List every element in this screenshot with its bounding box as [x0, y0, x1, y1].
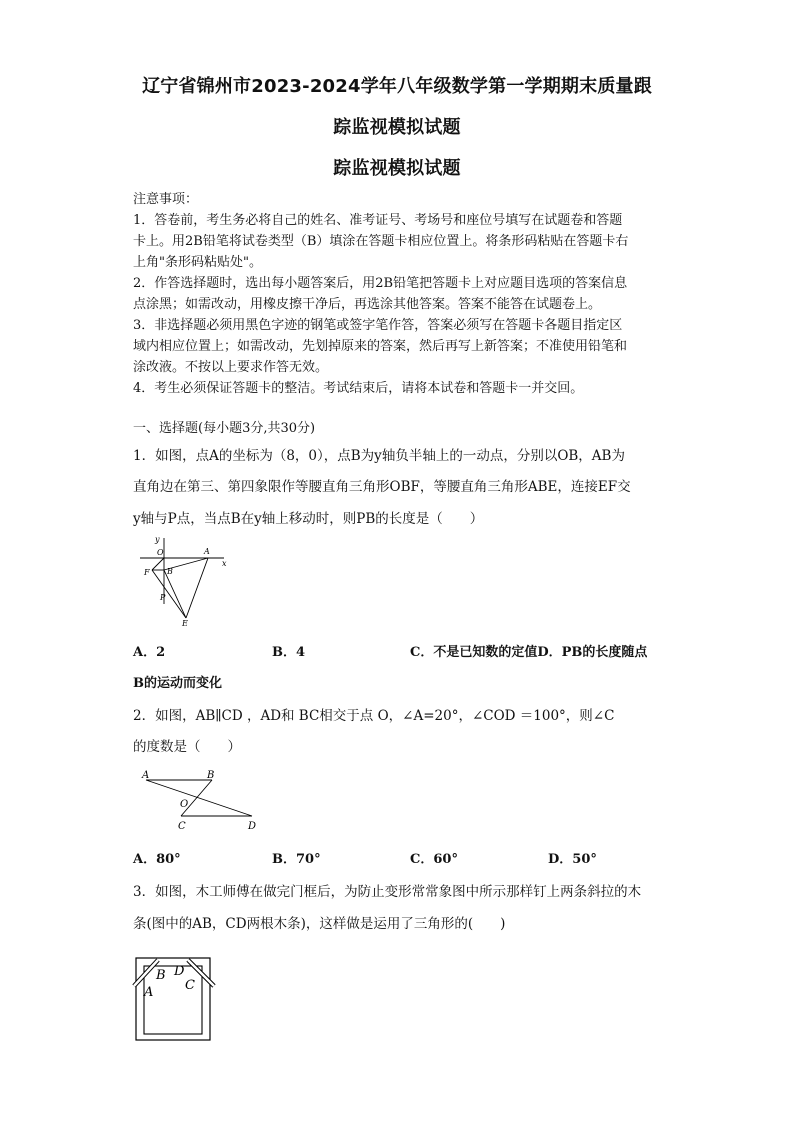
label-a: A [204, 547, 210, 556]
q1-option-c: C．不是已知数的定值D．PB的长度随点 [410, 645, 648, 660]
segment-ad [146, 780, 252, 816]
q2-option-b: B．70° [272, 852, 321, 867]
q1-option-continuation: B的运动而变化 [133, 676, 222, 691]
q2-option-d: D．50° [548, 852, 597, 867]
q1-text: y轴与P点，当点B在y轴上移动时，则PB的长度是（ ） [133, 511, 484, 527]
q1-text: 直角边在第三、第四象限作等腰直角三角形OBF，等腰直角三角形ABE，连接EF交 [133, 479, 631, 495]
label-b: B [167, 567, 173, 576]
label-c: C [178, 821, 186, 832]
label-c: C [185, 978, 195, 993]
segment-bc [181, 780, 212, 816]
q2-figure [138, 768, 264, 836]
q3-text: 条(图中的AB，CD两根木条)，这样做是运用了三角形的( ) [133, 916, 506, 932]
q1-option-b: B．4 [272, 645, 306, 660]
label-o: O [180, 799, 189, 810]
notice-line: 2．作答选择题时，选出每小题答案后，用2B铅笔把答题卡上对应题目选项的答案信息 [133, 276, 628, 291]
label-o: O [157, 548, 164, 557]
section-heading: 一、选择题(每小题3分,共30分) [133, 421, 316, 436]
q2-text: 2．如图，AB∥CD ，AD和 BC相交于点 O，∠A=20°，∠COD ＝100°，则∠C [133, 708, 615, 724]
notice-line: 上角"条形码粘贴处"。 [133, 255, 262, 270]
q2-option-c: C．60° [410, 852, 458, 867]
label-a: A [142, 770, 150, 781]
q1-option-a: A．2 [133, 645, 166, 660]
notice-line: 域内相应位置上；如需改动，先划掉原来的答案，然后再写上新答案；不准使用铅笔和 [133, 339, 628, 354]
label-d: D [174, 964, 185, 979]
q1-figure [138, 534, 230, 626]
title-line-2: 踪监视模拟试题 [333, 117, 461, 138]
notice-line: 1．答卷前，考生务必将自己的姓名、准考证号、考场号和座位号填写在试题卷和答题 [133, 213, 623, 228]
notice-line: 3．非选择题必须用黑色字迹的钢笔或签字笔作答，答案必须写在答题卡各题目指定区 [133, 318, 623, 333]
label-d: D [248, 821, 257, 832]
title-line-3: 踪监视模拟试题 [333, 158, 461, 179]
notice-line: 涂改液。不按以上要求作答无效。 [133, 360, 329, 375]
q1-text: 1．如图，点A的坐标为（8，0），点B为y轴负半轴上的一动点，分别以OB，AB为 [133, 448, 625, 464]
label-p: P [160, 593, 166, 602]
notice-line: 4．考生必须保证答题卡的整洁。考试结束后，请将本试卷和答题卡一并交回。 [133, 381, 584, 396]
notice-line: 点涂黑；如需改动，用橡皮擦干净后，再选涂其他答案。答案不能答在试题卷上。 [133, 297, 602, 312]
label-y: y [155, 535, 160, 544]
q3-text: 3．如图，木工师傅在做完门框后，为防止变形常常象图中所示那样钉上两条斜拉的木 [133, 884, 642, 900]
q3-figure [130, 952, 216, 1044]
title-line-1: 辽宁省锦州市2023-2024学年八年级数学第一学期期末质量跟 [142, 76, 652, 97]
notice-heading: 注意事项： [133, 192, 199, 207]
label-e: E [182, 619, 188, 626]
label-a: A [144, 985, 154, 1000]
label-f: F [144, 568, 150, 577]
door-frame-inner [144, 966, 202, 1034]
q2-text: 的度数是（ ） [133, 739, 241, 755]
label-b: B [156, 968, 166, 983]
label-b: B [207, 770, 215, 781]
notice-line: 卡上。用2B铅笔将试卷类型（B）填涂在答题卡相应位置上。将条形码粘贴在答题卡右 [133, 234, 629, 249]
label-x: x [222, 559, 227, 568]
q2-option-a: A．80° [133, 852, 181, 867]
